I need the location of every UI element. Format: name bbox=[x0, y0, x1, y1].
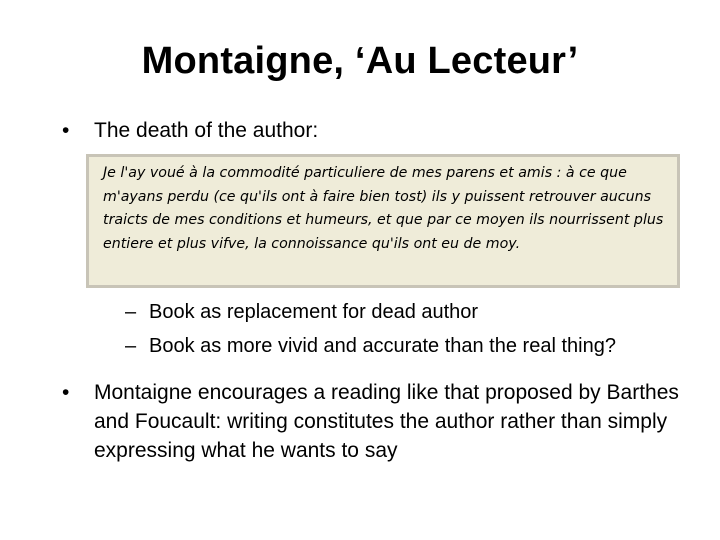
sub-bullet-replacement bbox=[125, 298, 478, 327]
bullet-text: The death of the author: bbox=[94, 119, 319, 142]
sub-bullet-text: Book as more vivid and accurate than the real thing? bbox=[149, 335, 616, 357]
bullet-marker: • bbox=[62, 119, 70, 142]
sub-bullet-text: Book as replacement for dead author bbox=[149, 301, 479, 323]
bullet-montaigne-encourages bbox=[62, 378, 682, 468]
bullet-marker: • bbox=[62, 381, 70, 404]
quote-box: Je l'ay voué à la commodité particuliere de mes parens et amis : à ce que m'ayans perdu (ce qu'ils ont à faire bien tost) ils y puissent retrouver aucuns traicts de mes conditions et humeurs, et que par ce moyen ils nourrissent plus entiere et plus vifve, la connoissance qu'ils ont eu de moy. bbox=[86, 154, 680, 288]
sub-bullet-more-vivid bbox=[125, 332, 616, 361]
bullet-death-of-author bbox=[62, 116, 362, 146]
bullet-text: Montaigne encourages a reading like that proposed by Barthes and Foucault: writing constitutes the author rather than simply expressing what he wants to say bbox=[94, 381, 679, 462]
slide-title: Montaigne, ‘Au Lecteur’ bbox=[141, 40, 579, 82]
sub-bullet-marker: – bbox=[125, 301, 137, 323]
sub-bullet-marker: – bbox=[125, 335, 137, 357]
